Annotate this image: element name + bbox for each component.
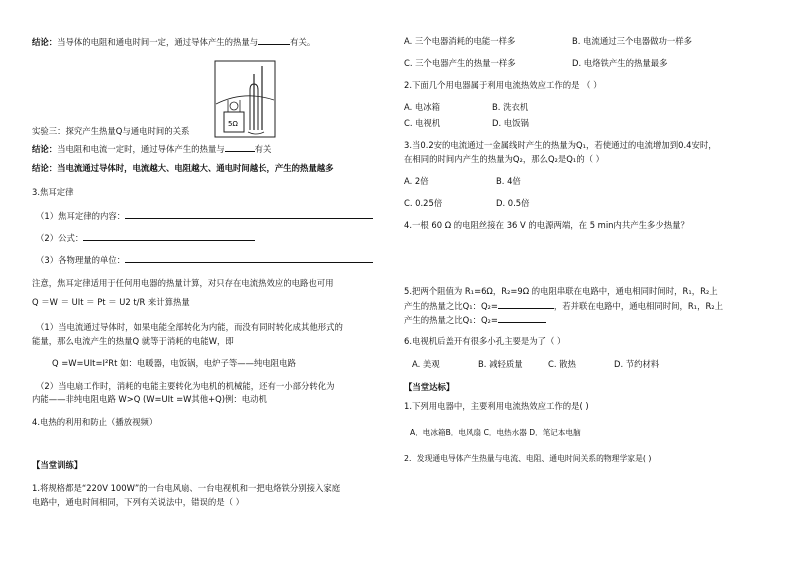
note-line-2: Q ＝W ＝ UIt ＝ Pt ＝ U2 t/R 来计算热量	[32, 297, 190, 307]
training-title: 【当堂训练】	[32, 460, 83, 470]
joule-content: （1）焦耳定律的内容：	[36, 210, 373, 222]
q4-text: 4.一根 60 Ω 的电阻丝接在 36 V 的电源两端，在 5 min内共产生多少热量？	[404, 220, 689, 230]
q1-option-b[interactable]: B. 电流通过三个电器做功一样多	[572, 36, 692, 46]
q2-text: 2.下面几个用电器属于利用电流热效应工作的是 （ ）	[404, 80, 602, 90]
q6-option-a[interactable]: A. 美观	[412, 359, 440, 369]
joule-formula: （2）公式：	[36, 232, 255, 244]
target-title: 【当堂达标】	[404, 382, 455, 392]
joule-title: 3.焦耳定律	[32, 187, 74, 197]
para2-line-2: 内能——非纯电阻电路 W>Q (W=UIt =W其他+Q)例：电动机	[32, 394, 267, 404]
q1-option-a[interactable]: A. 三个电器消耗的电能一样多	[404, 36, 516, 46]
q3-line-1: 3.当0.2安的电流通过一金属线时产生的热量为Q₁，若使通过的电流增加到0.4安时，	[404, 140, 717, 150]
q6-option-c[interactable]: C. 散热	[548, 359, 576, 369]
conclusion-2: 结论：当电阻和电流一定时，通过导体产生的热量与 有关	[32, 144, 272, 154]
para1-line-1: （1）当电流通过导体时，如果电能全部转化为内能，而没有同时转化成其他形式的	[36, 322, 343, 332]
target-q2: 2．发现通电导体产生热量与电流、电阻、通电时间关系的物理学家是( )	[404, 454, 652, 463]
fill-blank[interactable]	[125, 210, 373, 219]
fill-blank[interactable]	[258, 36, 290, 45]
conclusion-1: 结论：当导体的电阻和通电时间一定，通过导体产生的热量与 有关。	[32, 37, 316, 47]
q2-option-a[interactable]: A. 电冰箱	[404, 102, 441, 112]
q3-option-a[interactable]: A. 2倍	[404, 176, 429, 186]
q3-line-2: 在相同的时间内产生的热量为Q₂，那么Q₂是Q₁的（ ）	[404, 154, 605, 164]
section-4: 4.电热的利用和防止（播放视频）	[32, 417, 158, 427]
para1-line-3: Q =W=UIt=I²Rt 如：电暖器，电饭锅，电炉子等——纯电阻电路	[52, 358, 296, 368]
fill-blank[interactable]	[498, 314, 546, 323]
para1-line-2: 能量，那么电流产生的热量Q 就等于消耗的电能W，即	[32, 336, 234, 346]
train-q1-line-2: 电路中，通电时间相同，下列有关说法中，错误的是（ ）	[32, 497, 245, 507]
experiment-figure	[214, 60, 276, 138]
note-line-1: 注意，焦耳定律适用于任何用电器的热量计算，对只存在电流热效应的电路也可用	[32, 278, 334, 288]
resistor-label: 5Ω	[228, 120, 238, 128]
fill-blank[interactable]	[125, 254, 373, 263]
q1-option-c[interactable]: C. 三个电器产生的热量一样多	[404, 58, 516, 68]
conclusion-3: 结论：当电流通过导体时，电流越大、电阻越大、通电时间越长，产生的热量越多	[32, 163, 334, 173]
q2-option-d[interactable]: D. 电饭锅	[492, 118, 529, 128]
q3-option-b[interactable]: B. 4倍	[496, 176, 521, 186]
q2-option-c[interactable]: C. 电视机	[404, 118, 441, 128]
para2-line-1: （2）当电扇工作时，消耗的电能主要转化为电机的机械能，还有一小部分转化为	[36, 381, 335, 391]
q5-line-3: 产生的热量之比Q₁：Q₂=	[404, 314, 546, 326]
q6-text: 6.电视机后盖开有很多小孔主要是为了（ ）	[404, 336, 566, 346]
fill-blank[interactable]	[498, 300, 554, 309]
joule-units: （3）各物理量的单位：	[36, 254, 373, 266]
target-q1-options[interactable]: A．电冰箱B．电风扇 C．电热水器 D．笔记本电脑	[410, 428, 581, 437]
q1-option-d[interactable]: D. 电烙铁产生的热量最多	[572, 58, 668, 68]
fill-blank[interactable]	[225, 143, 255, 152]
q3-option-c[interactable]: C. 0.25倍	[404, 198, 443, 208]
q2-option-b[interactable]: B. 洗衣机	[492, 102, 529, 112]
q5-line-1: 5.把两个阻值为 R₁=6Ω，R₂=9Ω 的电阻串联在电路中，通电相同时间时，R₁，R₂上	[404, 286, 718, 296]
fill-blank[interactable]	[83, 232, 255, 241]
train-q1-line-1: 1.将规格都是“220V 100W”的一台电风扇、一台电视机和一把电烙铁分别接入家庭	[32, 483, 341, 493]
q3-option-d[interactable]: D. 0.5倍	[496, 198, 530, 208]
q6-option-b[interactable]: B. 减轻质量	[478, 359, 523, 369]
q5-line-2: 产生的热量之比Q₁：Q₂= ，若并联在电路中，通电相同时间，R₁，R₂上	[404, 301, 724, 311]
target-q1: 1.下列用电器中，主要利用电流热效应工作的是( )	[404, 401, 589, 411]
experiment-3: 实验三：探究产生热量Q与通电时间的关系	[32, 126, 190, 136]
q6-option-d[interactable]: D. 节约材料	[614, 359, 660, 369]
